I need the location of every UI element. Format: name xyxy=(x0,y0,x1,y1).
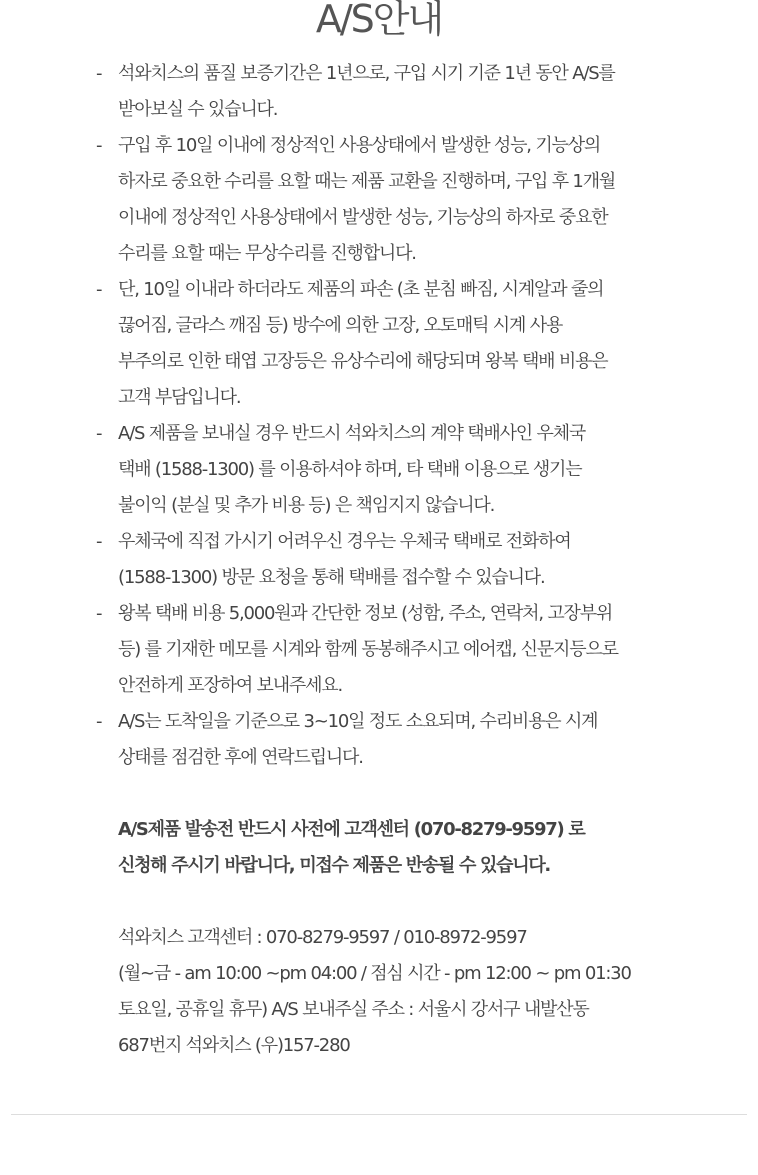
list-item xyxy=(96,596,656,704)
rule-line: 등) 를 기재한 메모를 시계와 함께 동봉해주시고 에어캡, 신문지등으로 xyxy=(118,639,618,660)
rule-line: 부주의로 인한 태엽 고장등은 유상수리에 해당되며 왕복 택배 비용은 xyxy=(118,351,608,372)
bullet-dash: - xyxy=(96,279,102,300)
notice-line: A/S제품 발송전 반드시 사전에 고객센터 (070-8279-9597) 로 xyxy=(118,819,585,840)
rule-line: 수리를 요할 때는 무상수리를 진행합니다. xyxy=(118,243,416,264)
rule-line: 끊어짐, 글라스 깨짐 등) 방수에 의한 고장, 오토매틱 시계 사용 xyxy=(118,315,563,336)
bottom-divider xyxy=(11,1114,747,1115)
rule-line: 왕복 택배 비용 5,000원과 간단한 정보 (성함, 주소, 연락처, 고장부위 xyxy=(118,603,613,624)
rule-line: 고객 부담입니다. xyxy=(118,387,241,408)
notice-line: 신청해 주시기 바랍니다, 미접수 제품은 반송될 수 있습니다. xyxy=(118,855,550,876)
rule-line: 구입 후 10일 이내에 정상적인 사용상태에서 발생한 성능, 기능상의 xyxy=(118,135,601,156)
bullet-dash: - xyxy=(96,63,102,84)
as-rules-list xyxy=(96,56,656,776)
bullet-dash: - xyxy=(96,603,102,624)
contact-line: 석와치스 고객센터 : 070-8279-9597 / 010-8972-9597 xyxy=(118,927,527,948)
contact-line: (월~금 - am 10:00 ~pm 04:00 / 점심 시간 - pm 12:00 ~ pm 01:30 xyxy=(118,963,631,984)
list-item xyxy=(96,272,656,416)
list-item xyxy=(96,704,656,776)
bullet-dash: - xyxy=(96,423,102,444)
rule-line: 우체국에 직접 가시기 어려우신 경우는 우체국 택배로 전화하여 xyxy=(118,531,571,552)
page-title: A/S안내 xyxy=(315,0,443,41)
rule-line: 택배 (1588-1300) 를 이용하셔야 하며, 타 택배 이용으로 생기는 xyxy=(118,459,582,480)
rule-line: 석와치스의 품질 보증기간은 1년으로, 구입 시기 기준 1년 동안 A/S를 xyxy=(118,63,615,84)
bullet-dash: - xyxy=(96,135,102,156)
rule-line: 받아보실 수 있습니다. xyxy=(118,99,278,120)
rule-line: (1588-1300) 방문 요청을 통해 택배를 접수할 수 있습니다. xyxy=(118,567,545,588)
list-item xyxy=(96,128,656,272)
rule-line: 안전하게 포장하여 보내주세요. xyxy=(118,675,343,696)
list-item xyxy=(96,524,656,596)
contact-line: 토요일, 공휴일 휴무) A/S 보내주실 주소 : 서울시 강서구 내발산동 xyxy=(118,999,589,1020)
list-item xyxy=(96,416,656,524)
rule-line: A/S는 도착일을 기준으로 3~10일 정도 소요되며, 수리비용은 시계 xyxy=(118,711,598,732)
rule-line: 상태를 점검한 후에 연락드립니다. xyxy=(118,747,363,768)
rule-line: 하자로 중요한 수리를 요할 때는 제품 교환을 진행하며, 구입 후 1개월 xyxy=(118,171,616,192)
as-info-content xyxy=(96,56,656,1064)
list-item xyxy=(96,56,656,128)
bullet-dash: - xyxy=(96,711,102,732)
rule-line: 불이익 (분실 및 추가 비용 등) 은 책임지지 않습니다. xyxy=(118,495,495,516)
important-notice xyxy=(96,812,656,884)
contact-info xyxy=(96,920,656,1064)
rule-line: A/S 제품을 보내실 경우 반드시 석와치스의 계약 택배사인 우체국 xyxy=(118,423,586,444)
rule-line: 이내에 정상적인 사용상태에서 발생한 성능, 기능상의 하자로 중요한 xyxy=(118,207,608,228)
bullet-dash: - xyxy=(96,531,102,552)
rule-line: 단, 10일 이내라 하더라도 제품의 파손 (초 분침 빠짐, 시계알과 줄의 xyxy=(118,279,604,300)
contact-line: 687번지 석와치스 (우)157-280 xyxy=(118,1035,350,1056)
